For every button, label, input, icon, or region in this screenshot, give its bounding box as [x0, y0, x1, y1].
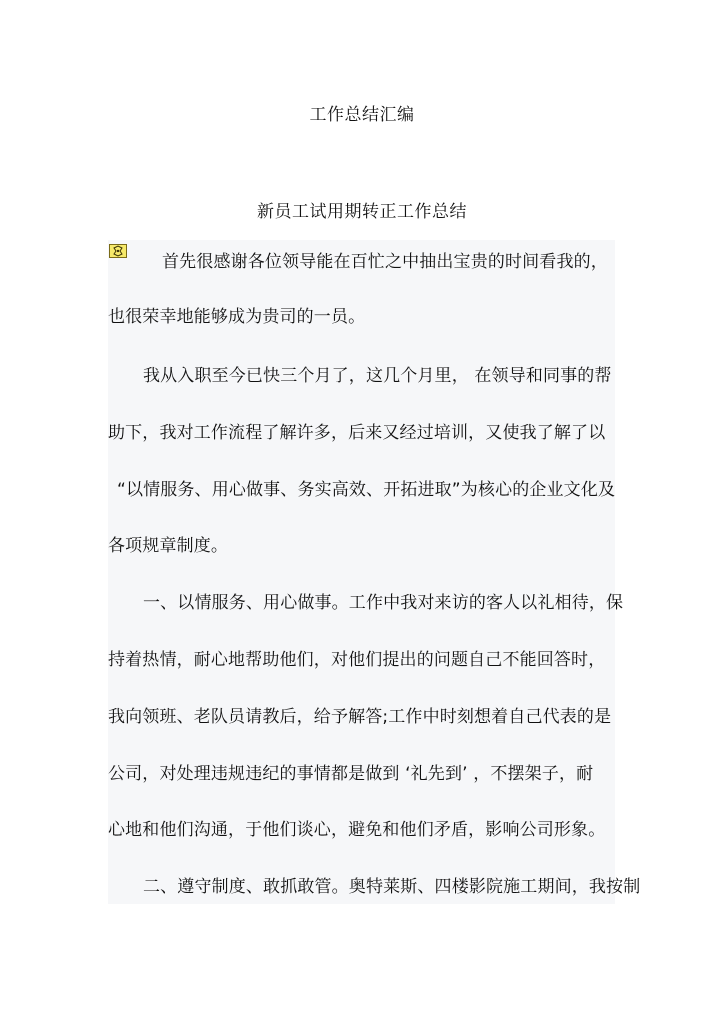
- paragraph-line: 持着热情，耐心地帮助他们，对他们提出的问题自己不能回答时，: [108, 650, 606, 670]
- paragraph-line: 助下，我对工作流程了解许多，后来又经过培训，又使我了解了以: [108, 423, 606, 443]
- paragraph-line: 公司，对处理违规违纪的事情都是做到 ‘礼先到’ ，不摆架子，耐: [108, 764, 594, 784]
- paragraph-line: 我从入职至今已快三个月了，这几个月里， 在领导和同事的帮: [143, 366, 612, 386]
- comment-note-icon-glyph: [110, 245, 126, 257]
- text-body-block: [108, 240, 641, 904]
- comment-note-icon[interactable]: [109, 244, 127, 258]
- document-subtitle: 新员工试用期转正工作总结: [257, 202, 467, 222]
- paragraph-line: 我向领班、老队员请教后，给予解答;工作中时刻想着自己代表的是: [108, 707, 612, 727]
- paragraph-line: 也很荣幸地能够成为贵司的一员。: [108, 307, 366, 327]
- paragraph-line: 一、以情服务、用心做事。工作中我对来访的客人以礼相待，保: [143, 593, 624, 613]
- paragraph-line: “以情服务、用心做事、务实高效、开拓进取”为核心的企业文化及: [117, 480, 616, 500]
- paragraph-line: 二、遵守制度、敢抓敢管。奥特莱斯、四楼影院施工期间，我按制: [143, 877, 641, 897]
- paragraph-line: 心地和他们沟通，于他们谈心，避免和他们矛盾，影响公司形象。: [108, 820, 606, 840]
- paragraph-line: 首先很感谢各位领导能在百忙之中抽出宝贵的时间看我的，: [162, 252, 608, 272]
- document-title: 工作总结汇编: [309, 105, 415, 125]
- paragraph-line: 各项规章制度。: [108, 536, 229, 556]
